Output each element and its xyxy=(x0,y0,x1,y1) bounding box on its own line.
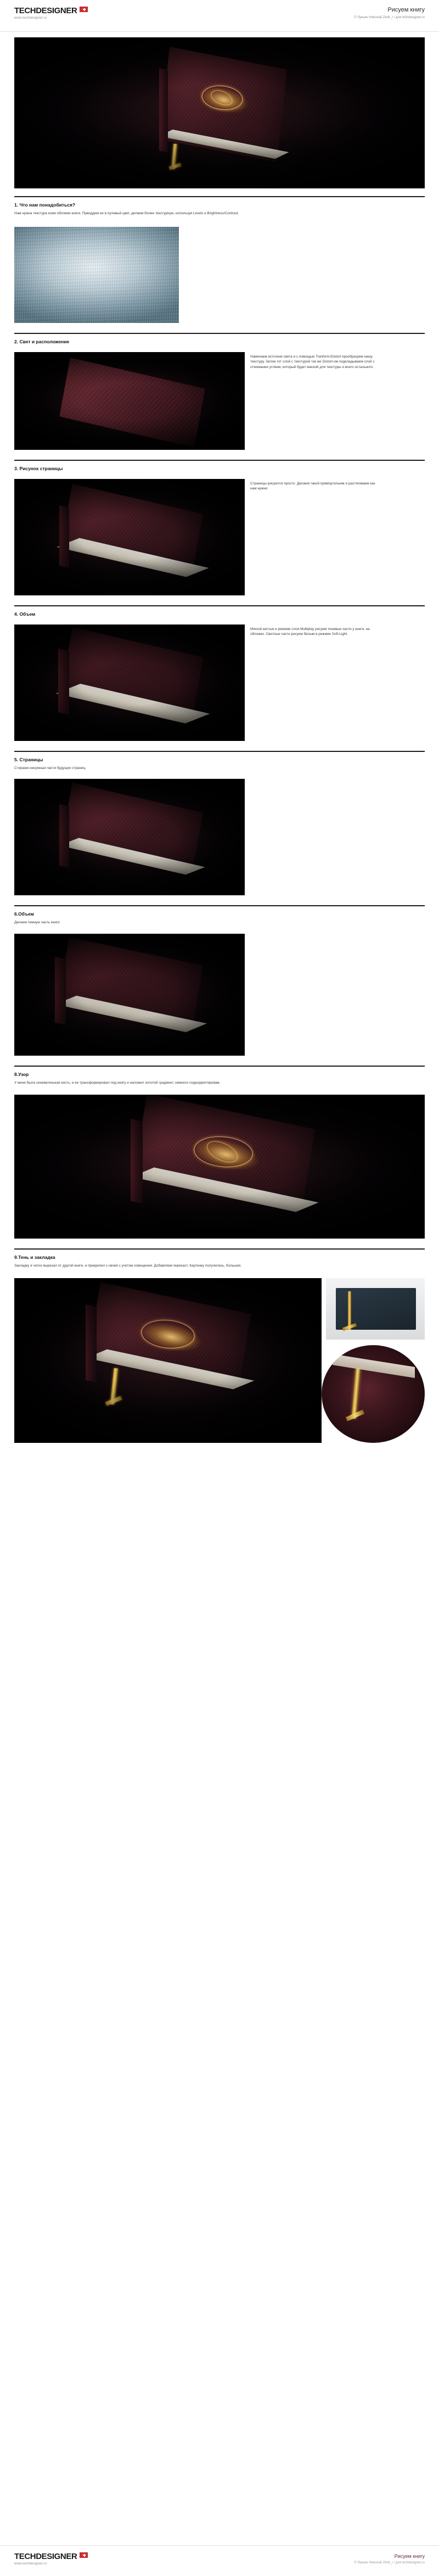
step-2-render xyxy=(14,352,245,450)
tutorial-content xyxy=(0,37,439,1443)
step-2-columns xyxy=(14,352,425,450)
step-3-render xyxy=(14,479,245,595)
step-5-title: 5. Страницы xyxy=(14,756,43,762)
step-8-title: 9.Тень и закладка xyxy=(14,1254,55,1260)
footer-note xyxy=(354,2553,425,2564)
step-4-columns xyxy=(14,625,425,741)
step-4-render xyxy=(14,625,245,741)
step-8-block xyxy=(0,1248,439,1443)
book-with-pages xyxy=(54,498,213,586)
step-4-heading xyxy=(14,605,425,620)
step-2-body: Намечаем источник света и с помощью Tranform›Distort преобразуем нашу текстуру. Затем тот слой с текстурой так же Distort-ом подкладываем слой с отжимание угляем, который будет маской для текстуры и всего остального. xyxy=(250,354,375,369)
step-5-heading xyxy=(14,751,425,774)
detail-zoom-circle xyxy=(322,1345,425,1443)
bookmark-reference-photo xyxy=(326,1278,425,1340)
step-2-text-col xyxy=(245,352,382,370)
step-4-body: Мягкой кистью и режиме слоя Multiplay рисуем теневые части у книги, на обложке. Светлые части рисуем белым в режиме Soft-Light. xyxy=(250,627,370,636)
step-4-title: 4. Объем xyxy=(14,611,36,617)
step-1-heading xyxy=(14,196,425,219)
step-2-heading xyxy=(14,333,425,348)
step-3-text-col xyxy=(245,479,382,492)
book-spine xyxy=(86,1304,97,1382)
step-6-body: Делаем темную часть книги xyxy=(14,921,60,924)
step-7-title: 8.Узор xyxy=(14,1071,29,1077)
page-header xyxy=(0,0,439,32)
intro-book-render xyxy=(14,37,425,188)
brand-url[interactable]: www.techdesigner.ru xyxy=(14,16,47,20)
reference-bookmark xyxy=(348,1291,351,1330)
figure-intro xyxy=(0,37,439,188)
book-spine xyxy=(55,956,66,1024)
step-6-block xyxy=(0,905,439,1056)
book-spine xyxy=(159,68,168,152)
step-2-block xyxy=(0,333,439,450)
header-title-block xyxy=(354,7,425,19)
book-spine xyxy=(58,648,69,715)
footer-brand-logo xyxy=(14,2552,88,2561)
page-footer xyxy=(0,2545,439,2576)
step-8-main-render xyxy=(14,1278,322,1443)
book-with-ornament xyxy=(124,1110,333,1223)
step-8-figure-group xyxy=(14,1278,425,1443)
step-3-heading xyxy=(14,460,425,475)
page-credit: © Лукьян Николай Zenk_/ / для techdesigner.ru xyxy=(354,16,425,19)
footer-logo-text: TECHDESIGNER xyxy=(14,2552,77,2561)
step-6-render xyxy=(14,934,245,1056)
final-book xyxy=(80,1297,267,1429)
step-3-columns xyxy=(14,479,425,595)
ch-flag-icon xyxy=(80,2552,88,2558)
step-7-render xyxy=(14,1095,425,1239)
pages-detail xyxy=(333,1354,415,1378)
book-spine xyxy=(131,1119,143,1204)
brand-block[interactable] xyxy=(14,7,88,20)
ch-flag-icon xyxy=(80,7,88,12)
texture-sample-image xyxy=(14,227,179,323)
book-with-shading xyxy=(54,641,213,734)
brand-logo xyxy=(14,7,88,15)
step-1-title: 1. Что нам понадобиться? xyxy=(14,202,76,208)
step-5-block xyxy=(0,751,439,896)
footer-brand-block[interactable] xyxy=(14,2552,88,2566)
step-8-body: Закладку я четно вырезал от другой книги, и прикрепил к своей с учетом освещения. Добавляем перекаст. Картинку получилась, большая. xyxy=(14,1264,241,1268)
step-4-block xyxy=(0,605,439,741)
footer-credit: © Лукьян Николай Zenk_/ / для techdesigner.ru xyxy=(354,2561,425,2564)
step-7-body: У меня была синеватенькая кисть, и ее трансформировал под книгу и наложил золотой градиент, немного подкорректировав. xyxy=(14,1080,221,1085)
brand-logo-tech: TECH xyxy=(14,6,36,15)
step-1-block xyxy=(0,196,439,323)
book-trimmed-pages xyxy=(54,796,213,889)
footer-title: Рисуем книгу xyxy=(394,2553,425,2559)
step-3-body: Страницы рисуются просто. Делаем такой прямоугольник и растягиваем как нам нужно xyxy=(250,481,375,490)
distorted-cover-plane xyxy=(59,357,205,447)
step-5-body: Стираем ненужные части будущих страниц. xyxy=(14,766,86,770)
step-5-render xyxy=(14,779,245,895)
step-7-block xyxy=(0,1066,439,1239)
footer-brand-url[interactable]: www.techdesigner.ru xyxy=(14,2562,47,2566)
step-1-body: Нам нужна текстура кожи обложки книги. Прводдим ее в пулевый цвет, делаем более текстурную, используя Levels и Brightness/Contrast. xyxy=(14,211,239,215)
book-illustration xyxy=(156,57,293,170)
book-darkened xyxy=(50,950,215,1049)
step-6-heading xyxy=(14,905,425,928)
step-6-title: 6.Объем xyxy=(14,911,34,917)
page-title: Рисуем книгу xyxy=(387,7,425,13)
step-7-heading xyxy=(14,1066,425,1089)
book-spine xyxy=(59,804,69,868)
book-spine xyxy=(59,505,69,567)
step-2-title: 2. Свет и расположение xyxy=(14,338,70,344)
step-3-block xyxy=(0,460,439,595)
step-3-title: 3. Рисунок страницы xyxy=(14,465,63,471)
step-4-text-col xyxy=(245,625,382,637)
brand-logo-designer: DESIGNER xyxy=(36,6,77,15)
step-8-heading xyxy=(14,1248,425,1272)
